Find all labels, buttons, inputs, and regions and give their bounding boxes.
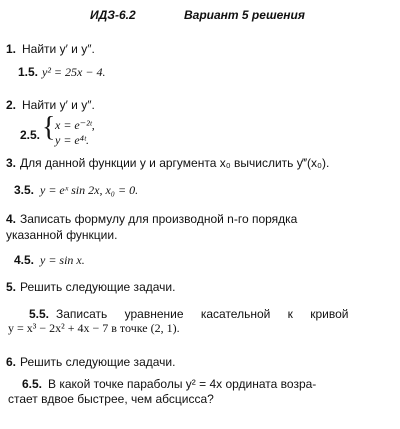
task-2-5-line-2: y = e⁴ᵗ. xyxy=(55,133,89,147)
task-5-heading: Решить следующие задачи. xyxy=(20,280,176,294)
document-title: ИДЗ-6.2 xyxy=(90,8,136,22)
system-brace: { xyxy=(42,112,56,143)
task-6-5-number: 6.5. xyxy=(22,377,43,391)
task-1-number: 1. xyxy=(6,42,17,56)
task-6-5-text-line-2: стает вдвое быстрее, чем абсцисса? xyxy=(8,392,214,406)
task-3-number: 3. xyxy=(6,156,17,170)
task-1-heading: Найти y′ и y″. xyxy=(22,42,95,56)
task-4-heading-line-2: указанной функции. xyxy=(6,228,118,242)
task-5-5-text-line-1: Записать уравнение касательной к кривой xyxy=(56,307,349,321)
task-3-5-number: 3.5. xyxy=(14,183,35,197)
task-2-5-line-1: x = e⁻²ᵗ, xyxy=(55,118,95,132)
task-2-heading: Найти y′ и y″. xyxy=(22,98,95,112)
task-6-number: 6. xyxy=(6,355,17,369)
task-3-heading: Для данной функции y и аргумента x₀ вычислить y‴(x₀). xyxy=(20,156,330,170)
task-4-heading-line-1: Записать формулу для производной n-го порядка xyxy=(20,212,298,226)
task-5-5-text-line-2: y = x³ − 2x² + 4x − 7 в точке (2, 1). xyxy=(8,321,180,335)
task-5-number: 5. xyxy=(6,280,17,294)
task-6-heading: Решить следующие задачи. xyxy=(20,355,176,369)
task-4-number: 4. xyxy=(6,212,17,226)
task-3-5-formula: y = eˣ sin 2x, x₀ = 0. xyxy=(40,183,139,197)
task-5-5-number: 5.5. xyxy=(29,307,50,321)
task-4-5-formula: y = sin x. xyxy=(40,253,85,267)
task-1-5-formula: y² = 25x − 4. xyxy=(42,65,106,79)
task-1-5-number: 1.5. xyxy=(18,65,39,79)
task-2-5-number: 2.5. xyxy=(20,128,41,142)
task-4-5-number: 4.5. xyxy=(14,253,35,267)
task-6-5-text-line-1: В какой точке параболы y² = 4x ордината возра- xyxy=(48,377,317,391)
task-2-number: 2. xyxy=(6,98,17,112)
variant-label: Вариант 5 решения xyxy=(184,8,305,22)
